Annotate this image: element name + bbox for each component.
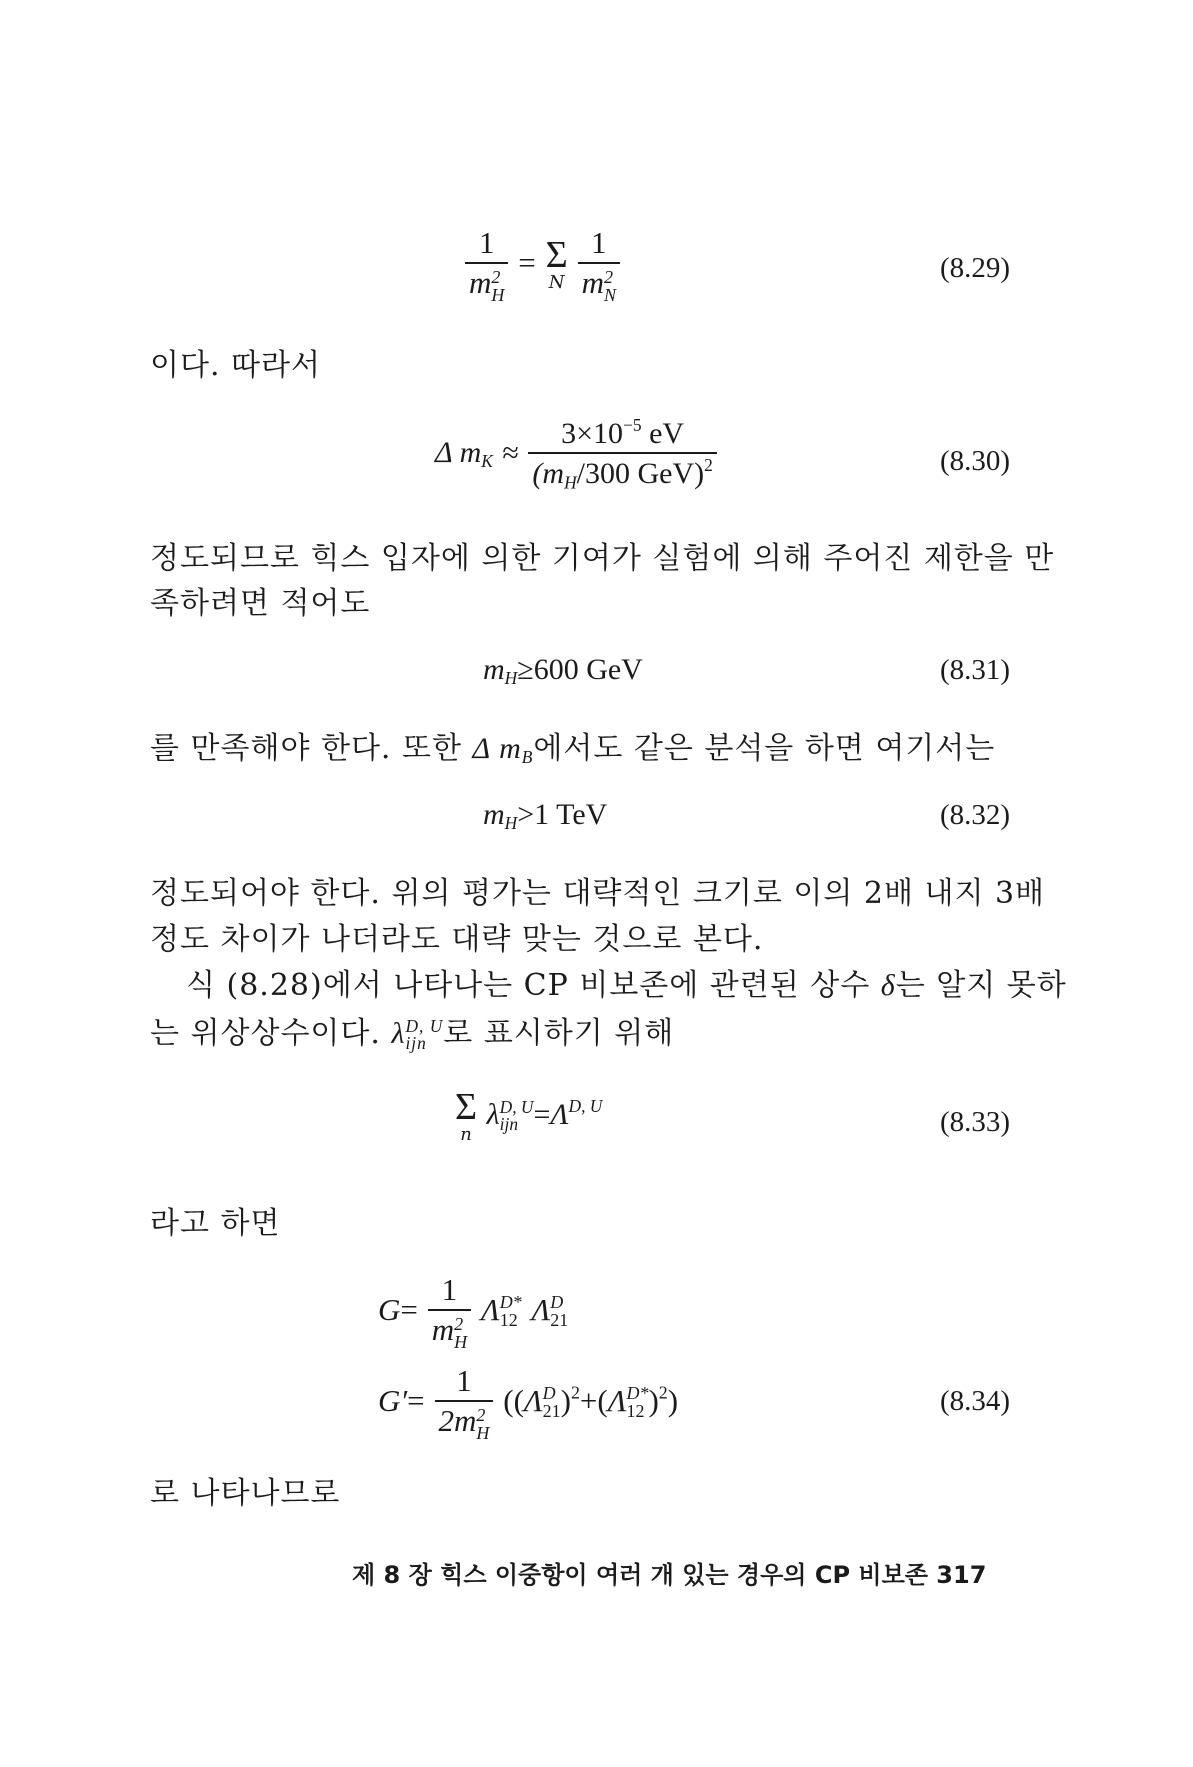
paragraph: 라고 하면 bbox=[150, 1206, 281, 1241]
equation-8-34-gprime: G′= 1 2m 2 H ((Λ D 21 )$^2$+(Λ D* 12 )$^2$) bbox=[378, 1363, 679, 1443]
equation-number: (8.31) bbox=[940, 654, 1011, 686]
equation-number: (8.33) bbox=[940, 1106, 1011, 1138]
equation-number: (8.32) bbox=[940, 799, 1011, 831]
equation-number: (8.34) bbox=[940, 1385, 1011, 1417]
sum-symbol: Σ n bbox=[455, 1086, 478, 1145]
sum-symbol: Σ N bbox=[545, 234, 568, 294]
paragraph: 를 만족해야 한다. 또한 Δ $m_B$에서도 같은 분석을 하면 여기서는 bbox=[150, 731, 996, 768]
paragraph: 정도되므로 힉스 입자에 의한 기여가 실험에 의해 주어진 제한을 만 bbox=[150, 541, 1055, 576]
fraction: 1 m 2 H bbox=[428, 1272, 471, 1351]
equation-8-33: Σ n λ D, U ijn $=\Lambda^{D, U}$ bbox=[455, 1086, 603, 1145]
paragraph: 는 위상상수이다. λ D, U ijn 로 표시하기 위해 bbox=[150, 1015, 675, 1053]
fraction: $\frac{3\times 10^{-5} eV}{(m_H/300 GeV)^2}$ bbox=[528, 415, 716, 494]
fraction: 1 2m 2 H bbox=[435, 1363, 494, 1442]
paragraph: 로 나타나므로 bbox=[150, 1476, 341, 1511]
paragraph: 정도 차이가 나더라도 대략 맞는 것으로 본다. bbox=[150, 922, 764, 957]
paragraph: 식 (8.28)에서 나타나는 CP 비보존에 관련된 상수 δ는 알지 못하 bbox=[186, 968, 1067, 1003]
equation-number: (8.30) bbox=[940, 445, 1011, 477]
equation-8-29: 1 m 2 H = Σ N 1 m 2 N bbox=[465, 225, 620, 304]
equation-8-31: $m_H\ge 600$ GeV bbox=[483, 653, 643, 689]
fraction: 1 m 2 H bbox=[465, 225, 508, 304]
equation-8-34-g: G= 1 m 2 H Λ D* 12 Λ D 21 bbox=[378, 1272, 569, 1352]
paragraph: 이다. 따라서 bbox=[150, 348, 321, 383]
page-footer: 제 8 장 힉스 이중항이 여러 개 있는 경우의 CP 비보존 317 bbox=[352, 1561, 987, 1589]
equation-8-32: $m_H>1$ TeV bbox=[483, 798, 608, 834]
equation-8-30: Δ $m_K$ ≈ $\frac{3\times 10^{-5} eV}{(m_H/300 GeV)^2}$ bbox=[435, 415, 717, 494]
fraction: 1 m 2 N bbox=[578, 225, 620, 304]
paragraph: 정도되어야 한다. 위의 평가는 대략적인 크기로 이의 2배 내지 3배 bbox=[150, 876, 1046, 911]
equation-number: (8.29) bbox=[940, 252, 1011, 284]
paragraph: 족하려면 적어도 bbox=[150, 586, 371, 621]
